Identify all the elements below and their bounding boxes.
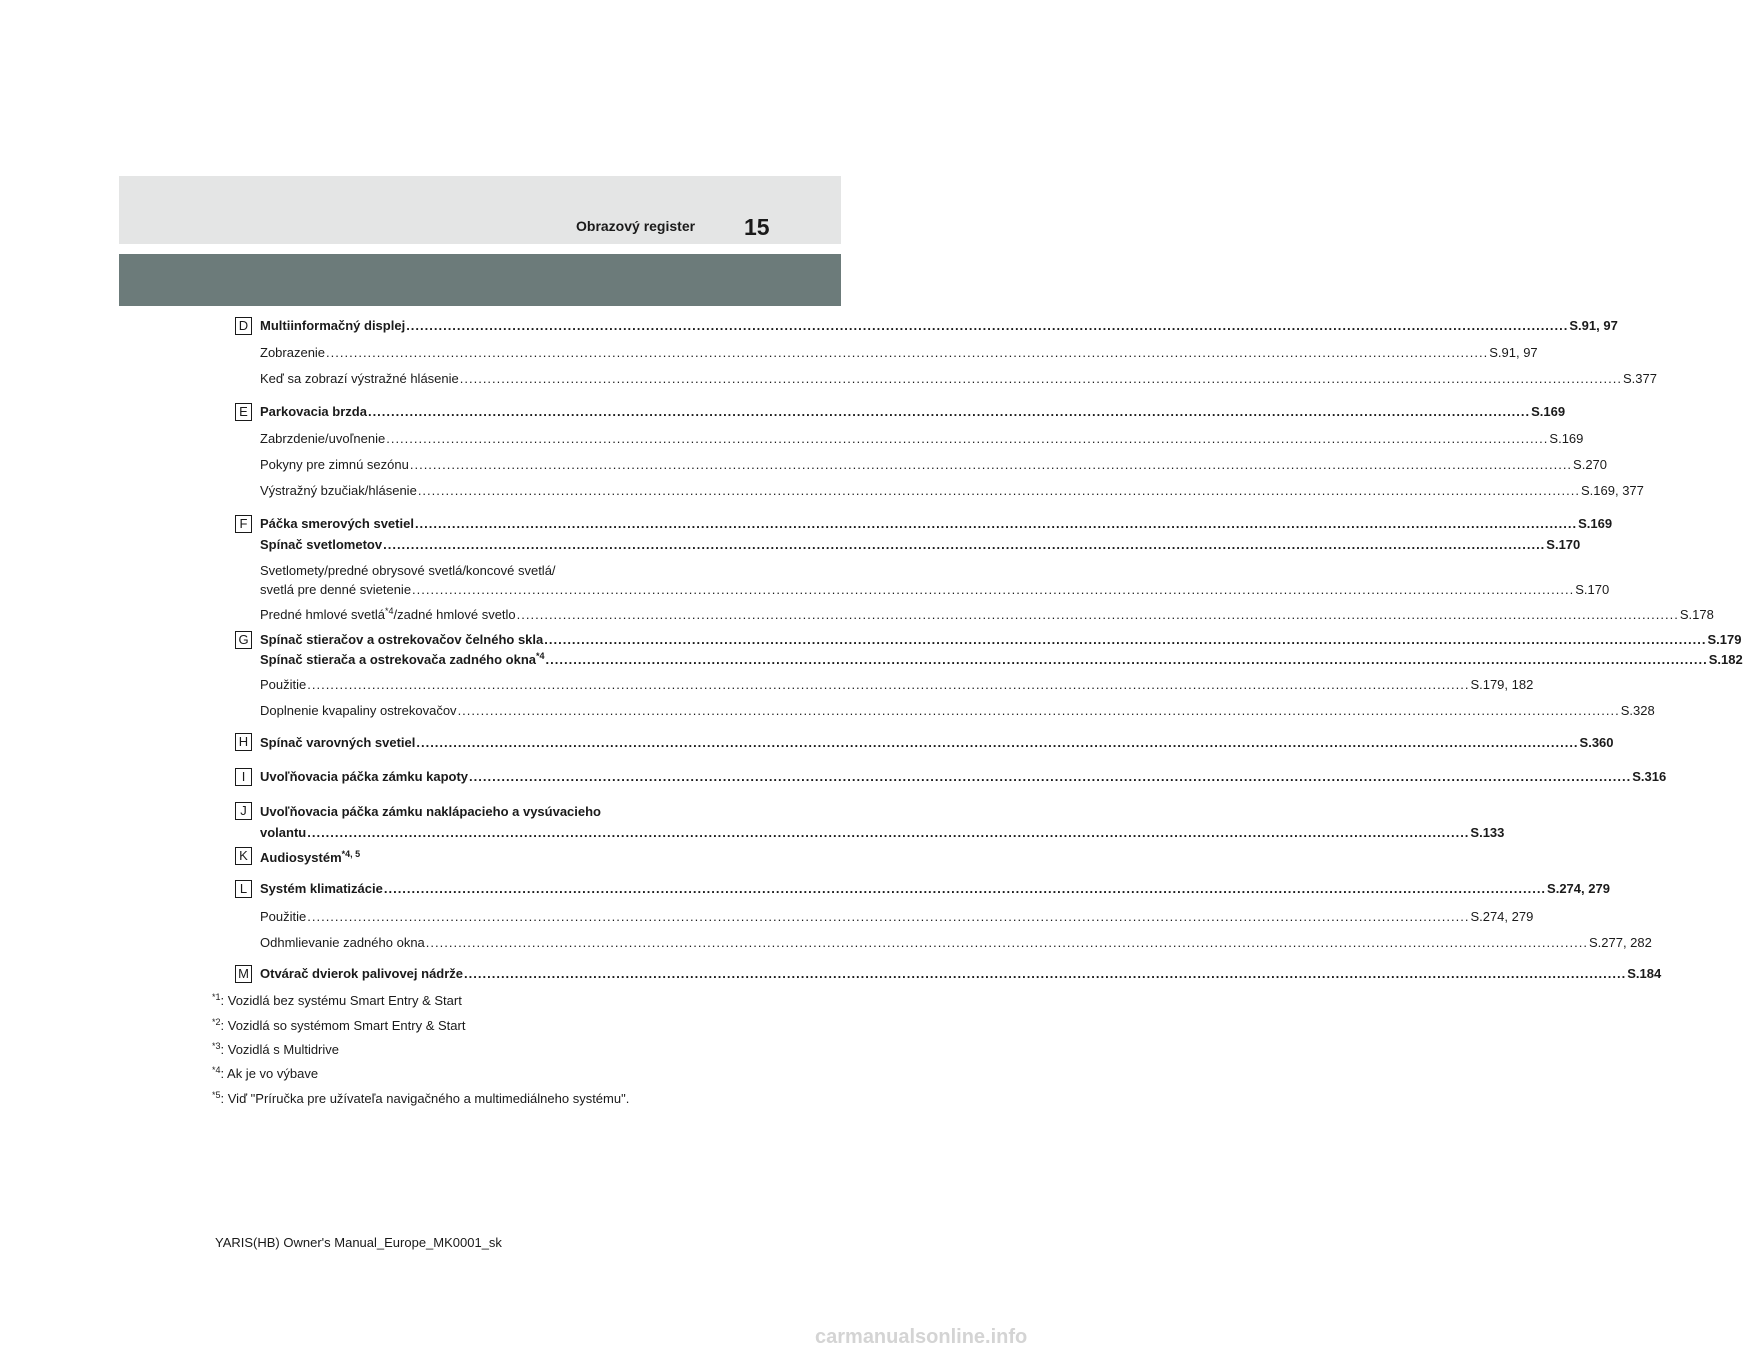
- footnote: $^{*1}$: Vozidlá bez systému Smart Entry & Start: [212, 992, 462, 1008]
- page-ref: S.170: [1575, 582, 1610, 597]
- index-entry: Spínač stieračov a ostrekovačov čelného skla ..... S.179: [260, 632, 722, 647]
- index-entry: Zabrzdenie/uvoľnenie ..... S.169: [260, 431, 722, 446]
- page-ref: S.184: [1627, 966, 1662, 981]
- index-entry: Pokyny pre zimnú sezónu ..... S.270: [260, 457, 722, 472]
- footnote-ref: *4, 5: [341, 849, 361, 859]
- page-ref: S.274, 279: [1470, 909, 1534, 924]
- page-ref: S.169: [1549, 431, 1584, 446]
- index-entry: Spínač svetlometov ..... S.170: [260, 537, 722, 552]
- watermark: carmanualsonline.info: [815, 1326, 1028, 1348]
- index-entry: Použitie ..... S.274, 279: [260, 909, 722, 924]
- page-ref: S.169: [1531, 404, 1566, 419]
- page-ref: S.133: [1470, 825, 1505, 840]
- page-ref: S.179, 182: [1470, 677, 1534, 692]
- page-ref: S.179: [1707, 632, 1742, 647]
- index-entry: Keď sa zobrazí výstražné hlásenie ..... S.377: [260, 371, 722, 386]
- section-letter-h: H: [235, 733, 252, 751]
- document-footer: YARIS(HB) Owner's Manual_Europe_MK0001_sk: [215, 1235, 502, 1250]
- index-entry-line: Uvoľňovacia páčka zámku naklápacieho a vysúvacieho: [260, 804, 602, 819]
- index-entry: Systém klimatizácie ..... S.274, 279: [260, 881, 722, 896]
- index-entry: Parkovacia brzda ..... S.169: [260, 404, 722, 419]
- footnote: $^{*4}$: Ak je vo výbave: [212, 1065, 319, 1081]
- footnote-ref: *4: [536, 651, 545, 661]
- section-letter-d: D: [235, 317, 252, 335]
- section-letter-i: I: [235, 768, 252, 786]
- index-entry: Použitie ..... S.179, 182: [260, 677, 722, 692]
- header-dark-band: [119, 254, 841, 306]
- page-ref: S.178: [1679, 607, 1714, 622]
- index-entry: Zobrazenie ..... S.91, 97: [260, 345, 722, 360]
- footnote: $^{*2}$: Vozidlá so systémom Smart Entry & Start: [212, 1017, 466, 1033]
- index-entry: Otvárač dvierok palivovej nádrže ..... S.184: [260, 966, 722, 981]
- index-entry: Predné hmlové svetlá$^{*4}$/zadné hmlové svetlo ..... S.178: [260, 607, 722, 622]
- page-ref: S.169, 377: [1581, 483, 1644, 498]
- section-letter-m: M: [235, 965, 252, 983]
- section-letter-k: K: [235, 847, 252, 865]
- header-band: [119, 176, 841, 244]
- index-entry: volantu ..... S.133: [260, 825, 722, 840]
- page-ref: S.170: [1546, 537, 1581, 552]
- page-ref: S.277, 282: [1588, 935, 1652, 950]
- page-ref: S.316: [1632, 769, 1667, 784]
- page-ref: S.377: [1622, 371, 1657, 386]
- index-entry: Doplnenie kvapaliny ostrekovačov ..... S.328: [260, 703, 722, 718]
- page-ref: S.182: [1708, 652, 1743, 667]
- index-entry: Audiosystém$^{*4, 5}$: [260, 849, 361, 865]
- page-ref: S.274, 279: [1547, 881, 1610, 896]
- index-entry-line: Svetlomety/predné obrysové svetlá/koncové svetlá/: [260, 563, 556, 578]
- section-letter-l: L: [235, 880, 252, 898]
- index-entry: svetlá pre denné svietenie ..... S.170: [260, 582, 722, 597]
- footnote: $^{*3}$: Vozidlá s Multidrive: [212, 1041, 340, 1057]
- section-title: Obrazový register: [576, 218, 696, 234]
- index-entry: Výstražný bzučiak/hlásenie ..... S.169, 377: [260, 483, 722, 498]
- footnote: $^{*5}$: Viď "Príručka pre užívateľa navigačného a multimediálneho systému".: [212, 1090, 630, 1106]
- index-entry: Páčka smerových svetiel ..... S.169: [260, 516, 722, 531]
- page-ref: S.91, 97: [1489, 345, 1538, 360]
- section-letter-e: E: [235, 403, 252, 421]
- index-entry: Spínač varovných svetiel ..... S.360: [260, 735, 722, 750]
- page-ref: S.360: [1579, 735, 1614, 750]
- page-ref: S.169: [1578, 516, 1613, 531]
- index-entry: Uvoľňovacia páčka zámku kapoty ..... S.316: [260, 769, 722, 784]
- section-letter-j: J: [235, 802, 252, 820]
- page-ref: S.91, 97: [1569, 318, 1618, 333]
- page-number: 15: [744, 214, 770, 240]
- section-letter-g: G: [235, 631, 252, 649]
- page-ref: S.328: [1620, 703, 1655, 718]
- section-letter-f: F: [235, 515, 252, 533]
- index-entry: Odhmlievanie zadného okna ..... S.277, 282: [260, 935, 722, 950]
- index-entry: Multiinformačný displej ..... S.91, 97: [260, 318, 722, 333]
- page-ref: S.270: [1573, 457, 1608, 472]
- footnote-ref: *4: [385, 606, 394, 616]
- index-entry: Spínač stierača a ostrekovača zadného okna$^{*4}$ ..... S.182: [260, 652, 722, 667]
